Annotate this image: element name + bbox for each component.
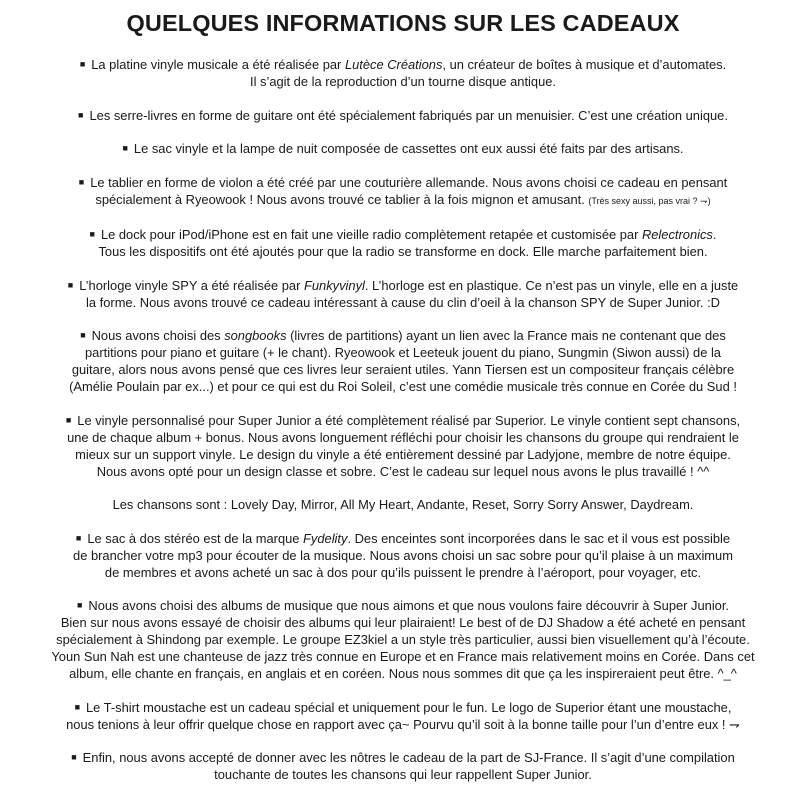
paragraph-albums: ■ Nous avons choisi des albums de musique que nous aimons et que nous voulons faire découvrir à Super Junior. Bien sur nous avons essayé de choisir des albums qui leur plairaient! Le best of de DJ Shadow a été acheté en pensant spécialement à Shindong par exemple. Le groupe EZ3kiel a un style très particulier, aussi bien visuellement qu’à l’écoute. Youn Sun Nah est une chanteuse de jazz très connue en Europe et en France mais relativement moins en Corée. Dans cet album, elle chante en français, en anglais et en coréen. Nous nous sommes dit que ça les inspireraient peut être. ^_^	[51, 598, 755, 681]
bullet-icon: ■	[78, 109, 84, 120]
bullet-icon: ■	[122, 143, 128, 153]
paragraph-compilation: ■ Enfin, nous avons accepté de donner avec les nôtres le cadeau de la part de SJ-France. Il s’agit d’une compilation touchante de toutes les chansons qui leur rappellent Super Junior.	[71, 750, 735, 782]
emphasis-term: songbooks	[224, 328, 287, 343]
bullet-icon: ■	[89, 229, 95, 239]
paragraph-serre-livres: ■ Les serre-livres en forme de guitare ont été spécialement fabriqués par un menuisier. C’est une création unique.	[78, 107, 728, 123]
bullet-icon: ■	[76, 600, 83, 610]
bullet-icon: ■	[75, 532, 82, 543]
bullet-icon: ■	[80, 330, 86, 340]
bullet-icon: ■	[67, 279, 74, 290]
bullet-icon: ■	[74, 701, 80, 712]
bullet-icon: ■	[71, 752, 77, 762]
brand-name: Fydelity	[303, 530, 348, 546]
bullet-icon: ■	[79, 59, 86, 69]
side-note: (Très sexy aussi, pas vrai ? ⇁)	[588, 195, 711, 206]
paragraph-platine: ■ La platine vinyle musicale a été réalisée par Lutèce Créations, un créateur de boîtes à musique et d’automates. Il s’agit de la reproduction d’un tourne disque antique.	[79, 57, 727, 89]
brand-name: Relectronics	[641, 227, 713, 242]
paragraph-tshirt: ■ Le T-shirt moustache est un cadeau spécial et uniquement pour le fun. Le logo de Superior étant une moustache, nous tenions à leur offrir quelque chose en rapport avec ça~ Pourvu qu’il soit à la bonne taille pour l’un d’entre eux ! ⇁	[66, 699, 740, 732]
brand-name: Funkyvinyl	[303, 277, 365, 293]
page-title: QUELQUES INFORMATIONS SUR LES CADEAUX	[126, 10, 680, 36]
paragraph-sac-vinyle: ■ Le sac vinyle et la lampe de nuit composée de cassettes ont eux aussi été faits par des artisans.	[122, 141, 684, 156]
paragraph-vinyle-personnalise: ■ Le vinyle personnalisé pour Super Junior a été complètement réalisé par Superior. Le vinyle contient sept chansons, une de chaque album + bonus. Nous avons longuement réfléchi pour choisir les chansons du groupe qui rendraient le mieux sur un support vinyle. Le design du vinyle a été entièrement dessiné par Ladyjone, membre de notre équipe. Nous avons opté pour un design classe et sobre. C’est le cadeau sur lequel nous avons le plus travaillé ! ^^	[65, 412, 741, 479]
paragraph-songbooks: ■ Nous avons choisi des songbooks (livres de partitions) ayant un lien avec la France mais ne contenant que des partitions pour piano et guitare (+ le chant). Ryeowook et Leeteuk jouent du piano, Sungmin (Siwon aussi) de la guitare, alors nous avons pensé que ces livres leur seraient utiles. Yann Tiersen est un compositeur français célèbre (Amélie Poulain par ex...) et pour ce qui est du Roi Soleil, c’est une comédie musicale très connue en Corée du Sud !	[69, 328, 737, 394]
paragraph-tablier: ■ Le tablier en forme de violon a été créé par une couturière allemande. Nous avons choisi ce cadeau en pensant spécialement à Ryeowook ! Nous avons trouvé ce tablier à la fois mignon et amusant. (Très sexy aussi, pas vrai ? ⇁)	[78, 174, 728, 207]
paragraph-sac-a-dos: ■ Le sac à dos stéréo est de la marque Fydelity. Des enceintes sont incorporées dans le sac et il vous est possible de brancher votre mp3 pour écouter de la musique. Nous avons choisi un sac sobre pour qu’il plaise à un maximum de membres et avons acheté un sac à dos pour qu’ils puissent le prendre à l’aéroport, pour voyager, etc.	[73, 530, 733, 580]
bullet-icon: ■	[65, 414, 72, 425]
paragraph-songs-list: Les chansons sont : Lovely Day, Mirror, All My Heart, Andante, Reset, Sorry Sorry Answer, Daydream.	[112, 497, 694, 512]
bullet-icon: ■	[78, 176, 85, 187]
brand-name: Lutèce Créations	[344, 57, 443, 72]
paragraph-dock: ■ Le dock pour iPod/iPhone est en fait une vieille radio complètement retapée et customisée par Relectronics. Tous les dispositifs ont été ajoutés pour que la radio se transforme en dock. Elle marche parfaitement bien.	[89, 227, 717, 259]
paragraph-horloge: ■ L’horloge vinyle SPY a été réalisée par Funkyvinyl. L’horloge est en plastique. Ce n’est pas un vinyle, elle en a juste la forme. Nous avons trouvé ce cadeau intéressant à cause du clin d’oeil à la chanson SPY de Super Junior. :D	[67, 277, 739, 310]
